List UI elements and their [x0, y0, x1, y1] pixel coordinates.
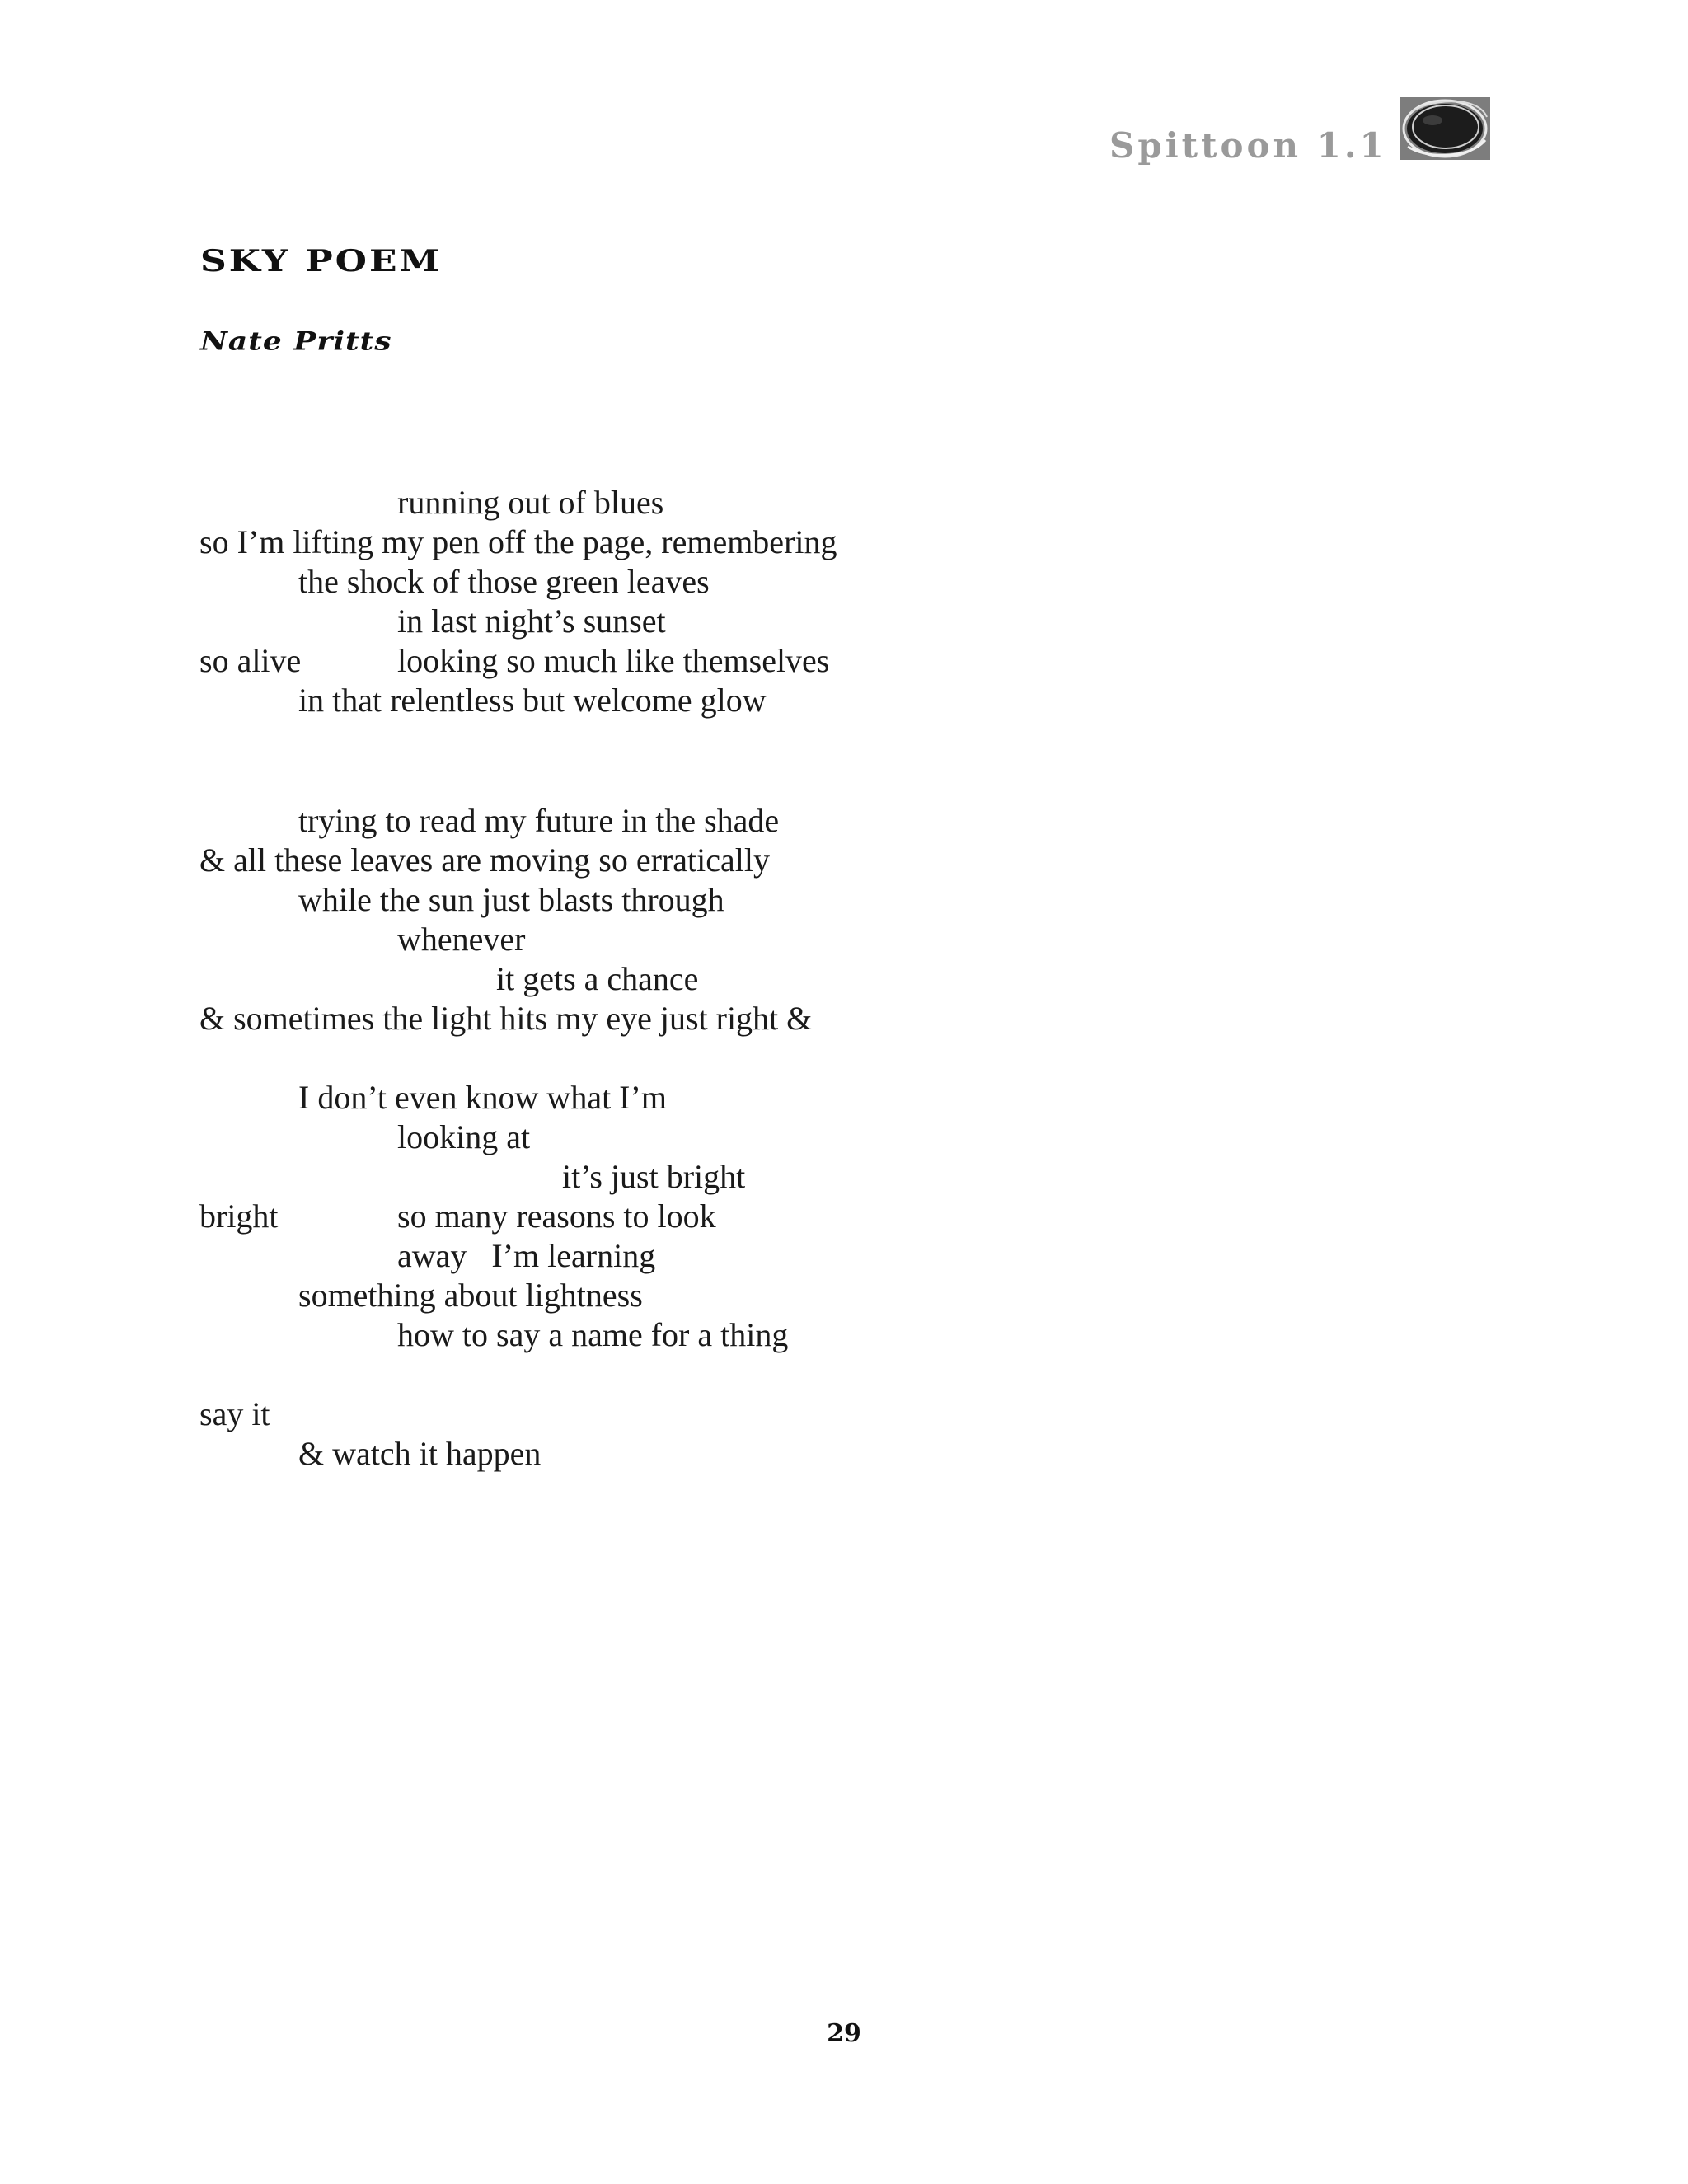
journal-name: Spittoon 1.1: [1109, 125, 1387, 166]
poem-line: the shock of those green leaves: [298, 563, 710, 600]
poem-line: say it: [199, 1395, 270, 1432]
poem-line: trying to read my future in the shade: [298, 802, 780, 839]
poem-line: in that relentless but welcome glow: [298, 682, 767, 719]
poem-line: in last night’s sunset: [397, 602, 666, 640]
poem-title: SKY POEM: [200, 244, 443, 279]
poem-line: so many reasons to look: [397, 1197, 716, 1235]
poem-line: whenever: [397, 921, 526, 958]
poem-line: & watch it happen: [298, 1435, 542, 1472]
poem-line: & all these leaves are moving so erratically: [199, 841, 770, 879]
poem-line: how to say a name for a thing: [397, 1316, 789, 1353]
poem-line: running out of blues: [397, 484, 664, 521]
poem-line: & sometimes the light hits my eye just right &: [199, 1000, 813, 1037]
poem-author: Nate Pritts: [200, 326, 392, 357]
poem-line: so alive: [199, 642, 302, 679]
poem-line: I don’t even know what I’m: [298, 1079, 667, 1116]
poem-line: it’s just bright: [562, 1158, 746, 1195]
poem-line: while the sun just blasts through: [298, 881, 724, 918]
page-number: 29: [827, 2019, 861, 2048]
poem-line: away I’m learning: [397, 1237, 656, 1274]
poem-line: bright: [199, 1197, 279, 1235]
poem-line: looking so much like themselves: [397, 642, 830, 679]
poem-line: it gets a chance: [496, 960, 699, 997]
poem-line: looking at: [397, 1118, 531, 1155]
poem-line: so I’m lifting my pen off the page, remembering: [199, 523, 837, 560]
poem-line: something about lightness: [298, 1277, 643, 1314]
